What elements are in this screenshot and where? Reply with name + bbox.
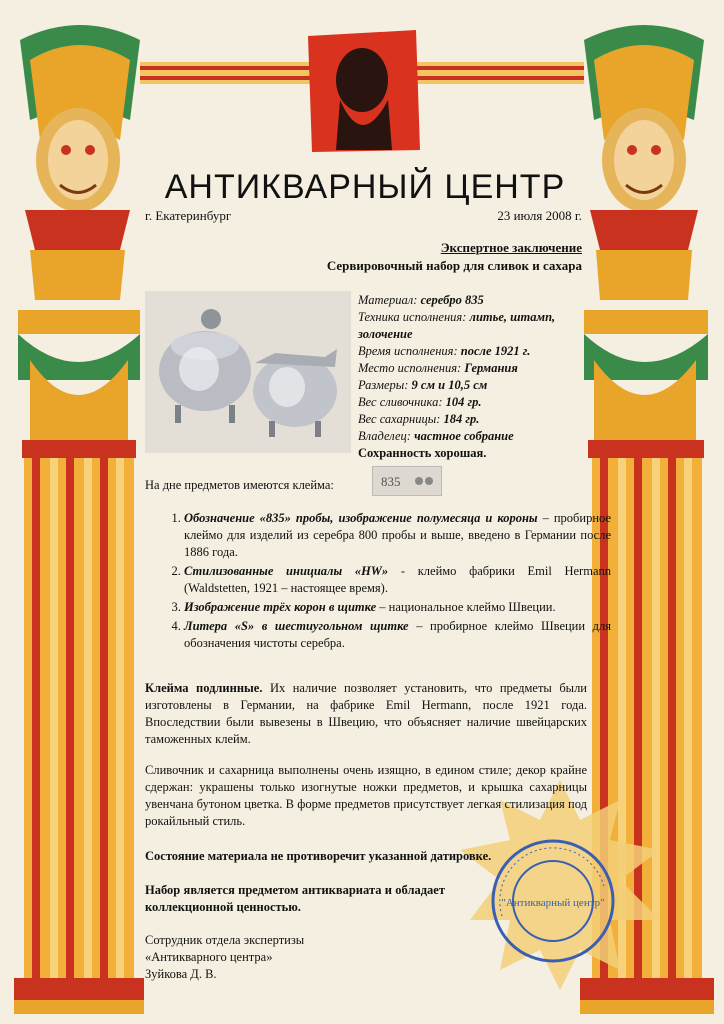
spec-label: Место исполнения:	[358, 361, 465, 375]
spec-value: серебро 835	[420, 293, 484, 307]
city-label: г. Екатеринбург	[145, 208, 232, 223]
authenticity-lead: Клейма подлинные.	[145, 681, 263, 695]
official-seal	[488, 836, 618, 966]
signature-name: Зуйкова Д. В.	[145, 967, 217, 981]
spec-value: 104 гр.	[445, 395, 482, 409]
spec-value: Германия	[464, 361, 518, 375]
spec-row	[358, 292, 588, 309]
spec-row	[358, 343, 588, 360]
hallmark-text: 835	[381, 474, 401, 489]
list-item	[184, 599, 611, 616]
signature-position: Сотрудник отдела экспертизы	[145, 933, 305, 947]
spec-row	[358, 428, 588, 445]
spec-value: частное собрание	[414, 429, 514, 443]
marks-intro: На дне предметов имеются клейма:	[145, 478, 334, 492]
mark-desc: - клеймо фабрики Emil Hermann (Waldstetten, 1921 – настоящее время).	[184, 564, 611, 595]
spec-row	[358, 360, 588, 377]
condition-text: Сохранность хорошая.	[358, 446, 487, 460]
spec-row	[358, 377, 588, 394]
mark-title: Изображение трёх корон в щитке	[184, 600, 377, 614]
page-title: АНТИКВАРНЫЙ ЦЕНТР	[164, 168, 566, 206]
mark-title: Стилизованные инициалы «HW»	[184, 564, 389, 578]
authenticity-body: Их наличие позволяет установить, что предметы были изготовлены в Германии, на фабрике Emil Hermann, после 1921 года. Впоследствии были вывезены в Швецию, что объясняет наличие швейцарских таможенных клейм.	[145, 681, 588, 746]
hallmark-photo	[372, 466, 442, 496]
mark-desc: – пробирное клеймо для изделий из серебра 800 пробы и выше, введено в Германии после 1886 года.	[184, 511, 611, 559]
dating-paragraph: Состояние материала не противоречит указанной датировке.	[145, 849, 492, 863]
marks-list	[160, 510, 611, 654]
spec-label: Материал:	[358, 293, 421, 307]
antique-status-paragraph: Набор является предметом антиквариата и обладает коллекционной ценностью.	[145, 883, 445, 914]
spec-value: после 1921 г.	[460, 344, 531, 358]
list-item	[184, 618, 611, 652]
specifications	[358, 292, 588, 462]
mark-title: Обозначение «835» пробы, изображение полумесяца и короны	[184, 511, 538, 525]
spec-value: 9 см и 10,5 см	[411, 378, 488, 392]
spec-row	[358, 309, 588, 343]
conclusion-heading: Экспертное заключение	[440, 240, 582, 255]
spec-row	[358, 394, 588, 411]
left-column	[14, 25, 144, 1014]
authenticity-paragraph	[145, 680, 587, 748]
conclusion-subject: Сервировочный набор для сливок и сахара	[326, 258, 582, 273]
item-photo	[145, 291, 351, 453]
spec-value: литье, штамп, золочение	[358, 310, 556, 341]
description-paragraph: Сливочник и сахарница выполнены очень изящно, в едином стиле; декор крайне сдержан: украшены только изогнутые ножки предметов, и крышка сахарницы увенчана бутоном цветка. В форме предметов присутствует легкая стилизация под рокайльный стиль.	[145, 763, 587, 828]
list-item	[184, 510, 611, 561]
spec-label: Вес сливочника:	[358, 395, 446, 409]
seal-center-text: "Антикварный центр"	[501, 897, 605, 909]
spec-label: Вес сахарницы:	[358, 412, 444, 426]
mark-desc: – национальное клеймо Швеции.	[376, 600, 556, 614]
spec-label: Время исполнения:	[358, 344, 461, 358]
spec-label: Размеры:	[358, 378, 412, 392]
signature-block	[145, 932, 304, 983]
mark-desc: – пробирное клеймо Швеции для обозначения чистоты серебра.	[184, 619, 611, 650]
list-item	[184, 563, 611, 597]
spec-value: 184 гр.	[443, 412, 480, 426]
signature-org: «Антикварного центра»	[145, 950, 273, 964]
spec-label: Владелец:	[358, 429, 415, 443]
mark-title: Литера «S» в шестиугольном щитке	[184, 619, 409, 633]
date-label: 23 июля 2008 г.	[497, 208, 582, 223]
spec-row	[358, 411, 588, 428]
spec-label: Техника исполнения:	[358, 310, 470, 324]
